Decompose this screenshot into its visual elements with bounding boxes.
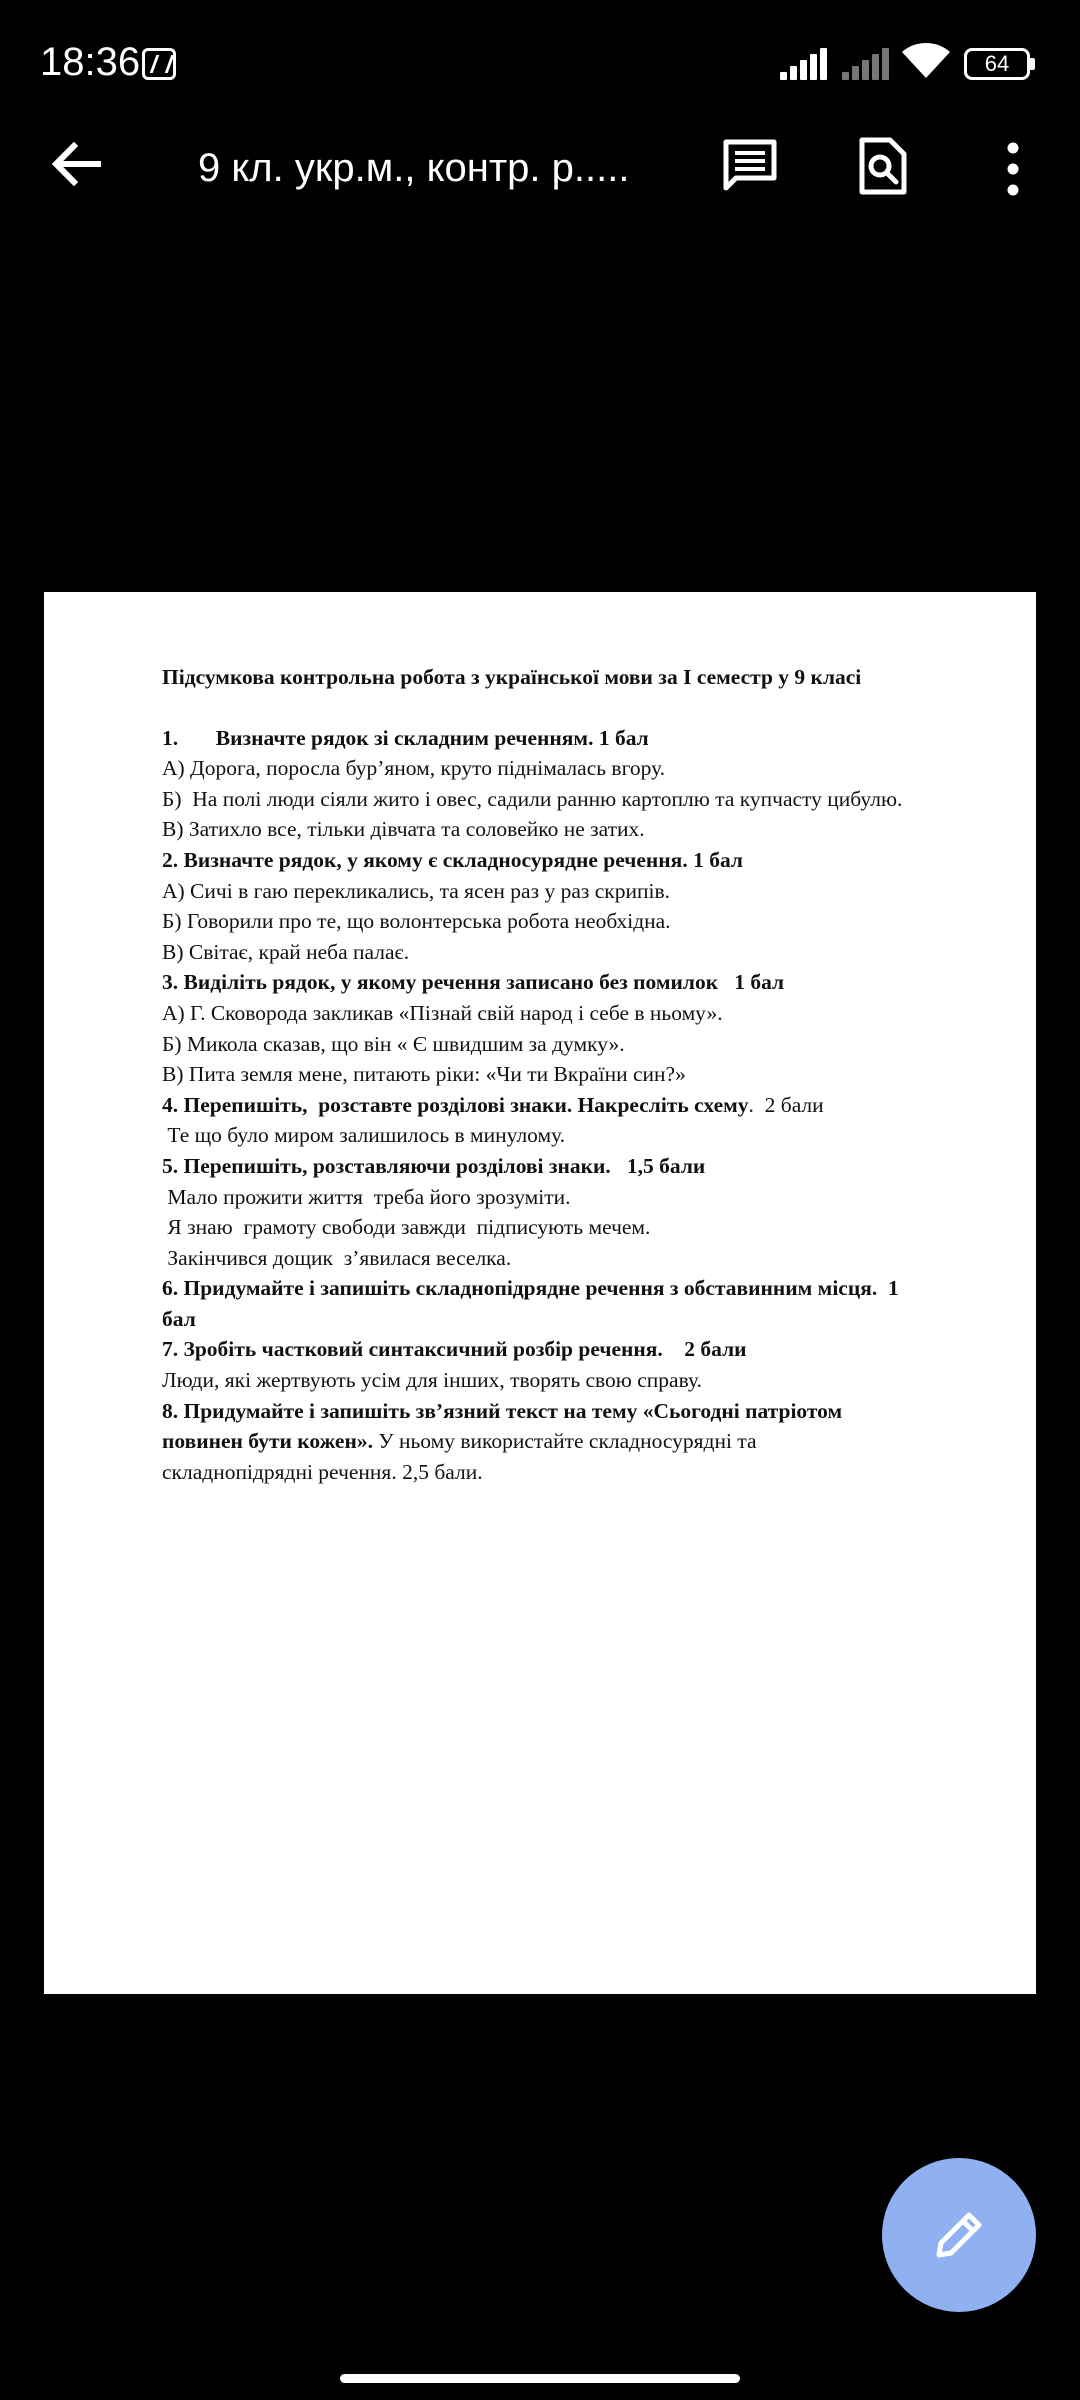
edit-button[interactable] xyxy=(882,2158,1036,2312)
document-line xyxy=(162,814,1022,845)
document-line xyxy=(162,1273,1022,1304)
document-heading: Підсумкова контрольна робота з української мови за І семестр у 9 класі xyxy=(162,665,862,689)
document-line xyxy=(162,1029,1022,1060)
document-line xyxy=(162,1120,1022,1151)
wifi-icon xyxy=(900,40,952,80)
document-page[interactable] xyxy=(44,592,1036,1994)
more-vert-icon[interactable] xyxy=(998,142,1028,196)
document-line-text: бал xyxy=(162,1306,196,1331)
document-line xyxy=(162,845,1022,876)
cellular-signal-secondary-icon xyxy=(842,48,894,80)
cellular-signal-icon xyxy=(780,48,832,80)
nfc-icon xyxy=(142,48,176,80)
document-line xyxy=(162,1426,1022,1457)
document-line-text: Закінчився дощик з’явилася веселка. xyxy=(162,1245,512,1270)
document-line xyxy=(162,1059,1022,1090)
battery-tip xyxy=(1030,58,1035,70)
document-line-text: 6. Придумайте і запишіть складнопідрядне речення з обставинним місця. 1 xyxy=(162,1276,899,1301)
document-line xyxy=(162,1304,1022,1335)
find-in-document-icon[interactable] xyxy=(858,136,908,196)
document-line xyxy=(162,1243,1022,1274)
document-line xyxy=(162,906,1022,937)
document-line-text: В) Затихло все, тільки дівчата та соловейко не затих. xyxy=(162,817,645,842)
document-line-text: В) Пита земля мене, питають ріки: «Чи ти Вкраїни син?» xyxy=(162,1062,686,1087)
edit-pencil-icon xyxy=(929,2205,989,2265)
status-time: 18:36 xyxy=(40,40,141,84)
document-line-text: 3. Виділіть рядок, у якому речення записано без помилок 1 бал xyxy=(162,970,785,995)
document-line-text: Б) Микола сказав, що він « Є швидшим за думку». xyxy=(162,1031,625,1056)
document-line xyxy=(162,937,1022,968)
document-line xyxy=(162,876,1022,907)
document-line-text: Б) Говорили про те, що волонтерська робота необхідна. xyxy=(162,909,671,934)
document-line-text: А) Дорога, поросла бур’яном, круто піднімалась вгору. xyxy=(162,756,666,781)
document-line xyxy=(162,1365,1022,1396)
document-line xyxy=(162,967,1022,998)
back-arrow-icon[interactable] xyxy=(50,138,102,190)
document-title: 9 кл. укр.м., контр. р..... xyxy=(198,146,630,190)
battery-level: 64 xyxy=(984,51,1010,76)
document-line-text: складнопідрядні речення. 2,5 бали. xyxy=(162,1459,483,1484)
document-line xyxy=(162,1090,1022,1121)
document-line-tail: . 2 бали xyxy=(748,1092,824,1117)
document-line-text: 4. Перепишіть, розставте розділові знаки. Накресліть схему xyxy=(162,1092,749,1117)
document-line-text: Я знаю грамоту свободи завжди підписують мечем. xyxy=(162,1215,651,1240)
document-line-text: Те що було миром залишилось в минулому. xyxy=(162,1123,566,1148)
document-line-text: Б) На полі люди сіяли жито і овес, садили ранню картоплю та купчасту цибулю. xyxy=(162,786,903,811)
document-line-text: Люди, які жертвують усім для інших, творять свою справу. xyxy=(162,1368,702,1393)
document-line xyxy=(162,1396,1022,1427)
document-line xyxy=(162,1334,1022,1365)
document-line-text: А) Сичі в гаю перекликались, та ясен раз у раз скрипів. xyxy=(162,878,670,903)
status-bar xyxy=(0,0,1080,130)
document-line-text: А) Г. Сковорода закликав «Пізнай свій народ і себе в ньому». xyxy=(162,1000,723,1025)
document-line xyxy=(162,1151,1022,1182)
document-line-tail: У ньому використайте складносурядні та xyxy=(372,1429,757,1454)
home-gesture-bar[interactable] xyxy=(340,2374,740,2383)
document-line-text: Мало прожити життя треба його зрозуміти. xyxy=(162,1184,571,1209)
document-line xyxy=(162,784,1022,815)
document-line xyxy=(162,1182,1022,1213)
document-line-text: повинен бути кожен». xyxy=(162,1429,373,1454)
document-line-text: 2. Визначте рядок, у якому є складносурядне речення. 1 бал xyxy=(162,847,743,872)
battery-icon xyxy=(964,48,1030,80)
document-line xyxy=(162,753,1022,784)
document-line-text: 5. Перепишіть, розставляючи розділові знаки. 1,5 бали xyxy=(162,1153,706,1178)
document-line-text: 8. Придумайте і запишіть зв’язний текст на тему «Сьогодні патріотом xyxy=(162,1398,843,1423)
comments-icon[interactable] xyxy=(722,138,778,194)
document-content xyxy=(162,662,1022,1487)
document-line xyxy=(162,1457,1022,1488)
document-line-text: 1. Визначте рядок зі складним реченням. 1 бал xyxy=(162,725,649,750)
document-line xyxy=(162,1212,1022,1243)
document-line xyxy=(162,723,1022,754)
document-line-text: 7. Зробіть частковий синтаксичний розбір речення. 2 бали xyxy=(162,1337,747,1362)
document-line xyxy=(162,998,1022,1029)
document-line-text: В) Світає, край неба палає. xyxy=(162,939,410,964)
